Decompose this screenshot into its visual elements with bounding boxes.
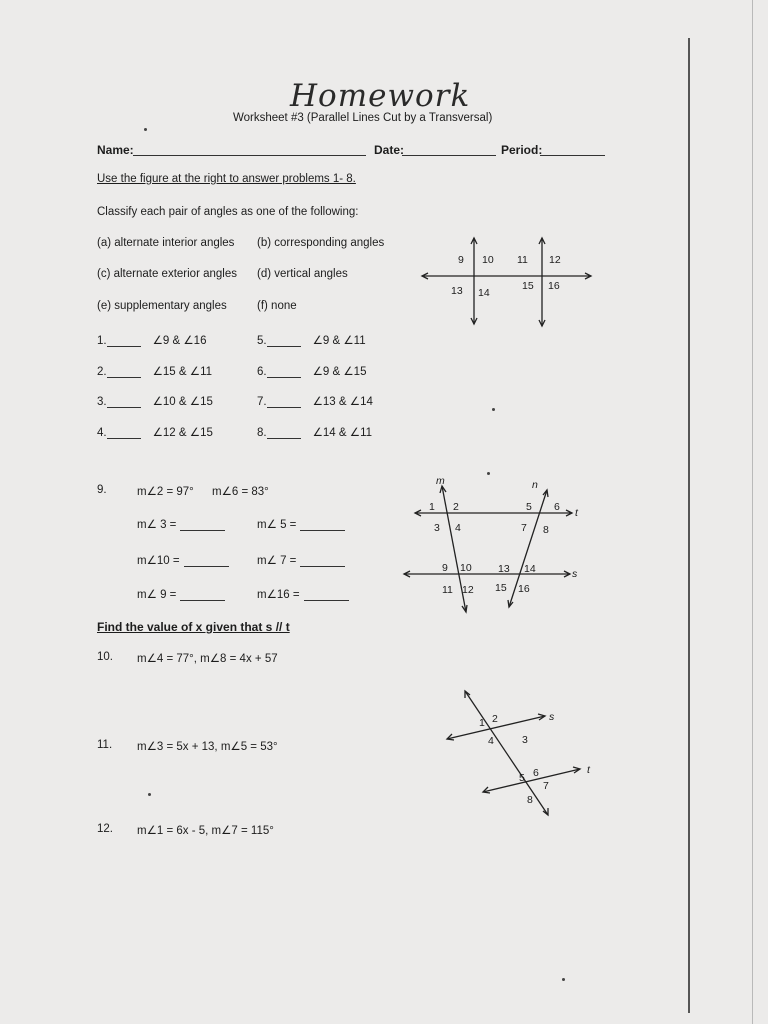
fig3-label-3: 3	[522, 734, 528, 746]
option-e: (e) supplementary angles	[97, 300, 227, 312]
problem-number: 8.	[257, 427, 267, 439]
problem-11-number: 11.	[97, 739, 113, 751]
fig2-label-1: 1	[429, 501, 435, 513]
angle-pair: ∠13 & ∠14	[312, 396, 373, 408]
fig2-label-n: n	[532, 479, 538, 491]
fig2-label-10: 10	[460, 562, 472, 574]
use-figure-instruction: Use the figure at the right to answer problems 1- 8.	[97, 173, 356, 185]
problem-number: 2.	[97, 366, 107, 378]
fig2-label-6: 6	[554, 501, 560, 513]
fig2-label-11: 11	[442, 584, 453, 596]
fig2-label-8: 8	[543, 524, 549, 536]
item-label: m∠10 =	[137, 555, 180, 567]
angle-pair: ∠14 & ∠11	[312, 427, 373, 439]
fig3-label-7: 7	[543, 780, 549, 792]
option-b: (b) corresponding angles	[257, 237, 385, 249]
problem-12-text: m∠1 = 6x - 5, m∠7 = 115°	[137, 825, 274, 837]
scan-speck	[492, 408, 495, 411]
problem-10-text: m∠4 = 77°, m∠8 = 4x + 57	[137, 653, 278, 665]
option-c: (c) alternate exterior angles	[97, 268, 237, 280]
date-label: Date:	[374, 143, 405, 157]
fig2-label-5: 5	[526, 501, 532, 513]
option-f: (f) none	[257, 300, 297, 312]
problem-9-given-1: m∠2 = 97°	[137, 486, 194, 498]
problem-number: 3.	[97, 396, 107, 408]
period-label: Period:	[501, 143, 543, 157]
fig3-label-6: 6	[533, 767, 539, 779]
problem-number: 6.	[257, 366, 267, 378]
fig2-label-t: t	[575, 507, 578, 519]
angle-pair: ∠15 & ∠11	[152, 366, 213, 378]
fig3-label-4: 4	[488, 735, 494, 747]
fig1-label-10: 10	[482, 254, 494, 266]
fig2-label-2: 2	[453, 501, 459, 513]
scan-speck	[148, 793, 151, 796]
angle-pair: ∠9 & ∠11	[312, 335, 366, 347]
fig2-label-s: s	[572, 568, 578, 580]
fig2-label-4: 4	[455, 522, 461, 534]
fig2-label-15: 15	[495, 582, 507, 594]
option-d: (d) vertical angles	[257, 268, 348, 280]
fig3-label-8: 8	[527, 794, 533, 806]
fig3-label-s: s	[549, 711, 555, 723]
fig2-label-13: 13	[498, 563, 510, 575]
fig1-label-9: 9	[458, 254, 464, 266]
name-label: Name:	[97, 143, 134, 157]
problem-11-text: m∠3 = 5x + 13, m∠5 = 53°	[137, 741, 278, 753]
problem-9-given-2: m∠6 = 83°	[212, 486, 269, 498]
fig1-label-15: 15	[522, 280, 534, 292]
fig2-label-7: 7	[521, 522, 527, 534]
fig1-label-14: 14	[478, 287, 490, 299]
problem-number: 5.	[257, 335, 267, 347]
fig2-label-16: 16	[518, 583, 530, 595]
worksheet-title: Worksheet #3 (Parallel Lines Cut by a Transversal)	[233, 112, 493, 124]
angle-pair: ∠9 & ∠16	[152, 335, 207, 347]
angle-pair: ∠12 & ∠15	[152, 427, 213, 439]
fig3-label-5: 5	[519, 772, 525, 784]
option-a: (a) alternate interior angles	[97, 237, 235, 249]
fig1-label-13: 13	[451, 285, 463, 297]
problem-12-number: 12.	[97, 823, 113, 835]
scan-speck	[487, 472, 490, 475]
fig3-label-1: 1	[479, 717, 485, 729]
problem-9-number: 9.	[97, 484, 107, 496]
fig1-label-16: 16	[548, 280, 560, 292]
problem-number: 7.	[257, 396, 267, 408]
problem-number: 1.	[97, 335, 107, 347]
fig2-label-m: m	[436, 475, 445, 487]
item-label: m∠ 9 =	[137, 589, 177, 601]
fig3-label-t: t	[587, 764, 590, 776]
item-label: m∠ 3 =	[137, 519, 177, 531]
fig2-label-12: 12	[462, 584, 474, 596]
item-label: m∠ 7 =	[257, 555, 297, 567]
fig2-label-9: 9	[442, 562, 448, 574]
handwritten-title: Homework	[290, 78, 471, 114]
problem-10-number: 10.	[97, 651, 113, 663]
scan-speck	[562, 978, 565, 981]
fig1-label-11: 11	[517, 254, 528, 266]
item-label: m∠16 =	[257, 589, 300, 601]
fig2-label-3: 3	[434, 522, 440, 534]
classify-instruction: Classify each pair of angles as one of the following:	[97, 206, 359, 218]
angle-pair: ∠9 & ∠15	[312, 366, 367, 378]
find-x-header: Find the value of x given that s // t	[97, 620, 290, 634]
fig1-label-12: 12	[549, 254, 561, 266]
angle-pair: ∠10 & ∠15	[152, 396, 213, 408]
item-label: m∠ 5 =	[257, 519, 297, 531]
fig2-label-14: 14	[524, 563, 536, 575]
fig3-label-2: 2	[492, 713, 498, 725]
problem-number: 4.	[97, 427, 107, 439]
scan-speck	[144, 128, 147, 131]
